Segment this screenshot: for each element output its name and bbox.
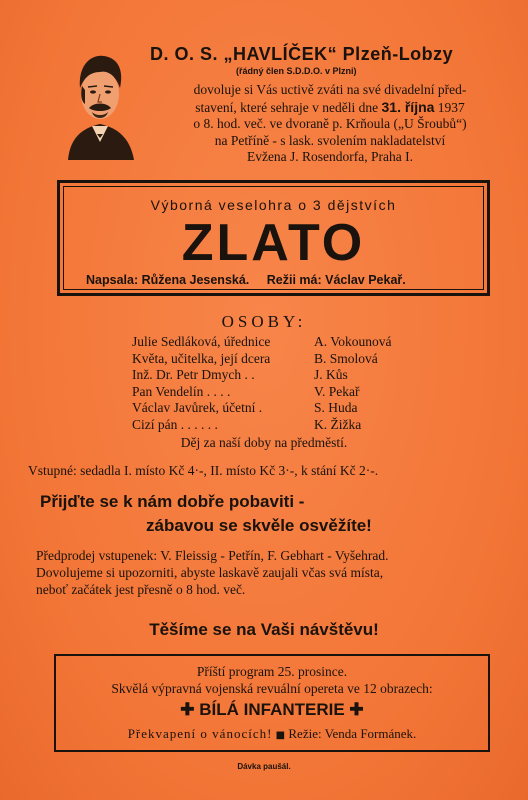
next-program-surprise: Překvapení o vánocích! [127,726,273,741]
play-director: Režii má: Václav Pekař. [266,273,406,287]
play-setting: Děj za naší doby na předměstí. [180,435,348,450]
cast-row [132,334,432,351]
cast-role: Pan Vendelín . . . . [132,383,231,399]
play-subtitle: Výborná veselohra o 3 dějstvích [150,197,397,213]
cast-role: Julie Sedláková, úřednice [132,334,271,349]
square-bullet-icon: ■ [275,730,286,741]
play-title: ZLATO [181,214,366,272]
presale-info [36,547,506,598]
next-program-box [54,654,490,752]
footer-note: Dávka paušál. [237,762,291,771]
play-credits [86,273,420,287]
cast-role: Inž. Dr. Petr Dmych . . [132,367,255,382]
slogan-line-1: Přijďte se k nám dobře pobaviti - [40,492,305,511]
cast-actor: B. Smolová [314,350,378,366]
cast-heading: OSOBY: [221,312,307,331]
portrait-illustration [58,42,142,160]
ticket-prices: Vstupné: sedadla I. místo Kč 4·-, II. místo Kč 3·-, k stání Kč 2·-. [28,463,379,478]
welcome-line: Těšíme se na Vaši návštěvu! [149,620,379,639]
presale-line: Předprodej vstupenek: V. Fleissig - Petřín, F. Gebhart - Vyšehrad. [36,548,389,563]
slogan-line-2: zábavou se skvěle osvěžíte! [146,516,372,535]
presale-line: neboť začátek jest přesně o 8 hod. več. [36,582,246,597]
cast-row [132,351,432,368]
cast-row [132,384,432,401]
cast-role: Václav Javůrek, účetní . [132,400,263,415]
play-title-box-inner [63,186,484,290]
organization-name: D. O. S. „HAVLÍČEK“ Plzeň-Lobzy [150,44,454,64]
play-author: Napsala: Růžena Jesenská. [86,273,250,287]
next-program-description: Skvělá výpravná vojenská revuální opereta ve 12 obrazech: [111,681,433,696]
cast-role: Cizí pán . . . . . . [132,416,218,432]
membership-note: (řádný člen S.D.D.O. v Plzni) [236,66,357,76]
cast-actor: A. Vokounová [314,334,392,349]
play-title-box [57,180,490,296]
cast-actor: K. Žižka [314,416,362,432]
invitation-line: na Petříně - s lask. svolením nakladatelství [214,132,446,148]
invitation-text [150,82,510,166]
cast-list [132,334,432,433]
cast-actor: J. Kůs [314,367,348,382]
invitation-line-date: stavení, které sehraje v neděli dne 31. října 1937 [195,98,465,115]
next-program-title: ✚ BÍLÁ INFANTERIE ✚ [180,700,364,719]
cast-row [132,367,432,384]
presale-line: Dovolujeme si upozorniti, abyste laskavě zaujali včas svá místa, [36,565,384,580]
invitation-line: Evžena J. Rosendorfa, Praha I. [246,149,414,164]
invitation-line: dovoluje si Vás uctivě zváti na své divadelní před- [193,82,467,97]
next-program-credits [56,726,488,742]
next-program-date: Příští program 25. prosince. [196,664,348,679]
next-program-director: Režie: Venda Formánek. [288,726,417,741]
invitation-line: o 8. hod. več. ve dvoraně p. Krňoula („U Šroubů“) [193,116,467,131]
cast-role: Květa, učitelka, její dcera [132,350,271,366]
cast-row [132,400,432,417]
cast-actor: V. Pekař [314,383,360,399]
performance-date: 31. října [381,98,435,115]
cast-row [132,417,432,434]
cast-actor: S. Huda [314,400,358,415]
